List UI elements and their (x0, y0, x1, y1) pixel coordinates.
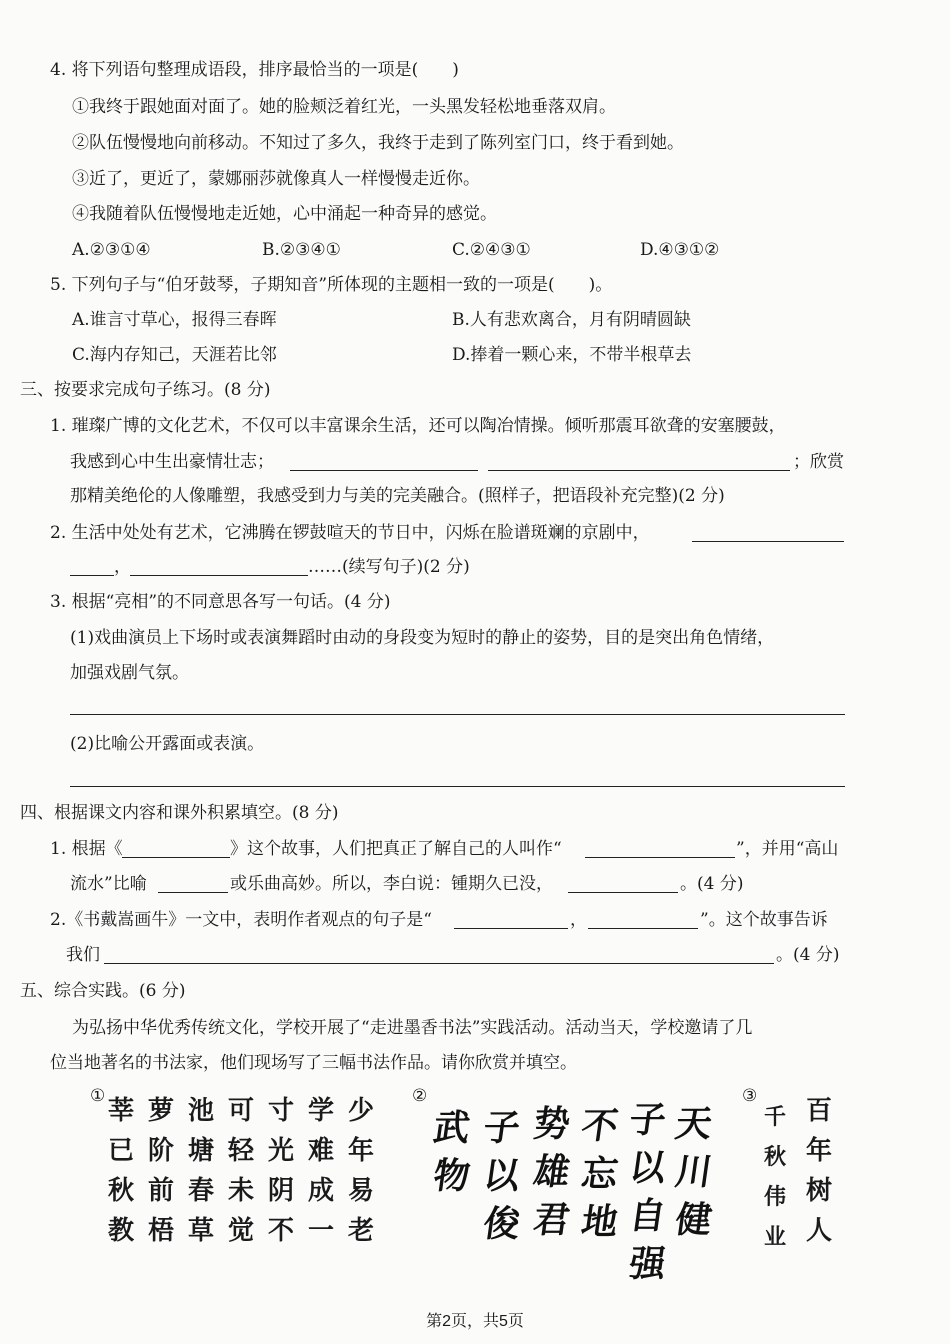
q4-sentence-3: ③近了，更近了，蒙娜丽莎就像真人一样慢慢走近你。 (72, 169, 480, 189)
work-3-char: 年 (806, 1136, 833, 1166)
sec3-q2-blank-3[interactable] (130, 575, 308, 576)
q4-sentence-4: ④我随着队伍慢慢地走近她，心中涌起一种奇异的感觉。 (72, 204, 497, 224)
sec3-q3-1a: (1)戏曲演员上下场时或表演舞蹈时由动的身段变为短时的静止的姿势，目的是突出角色情绪， (70, 628, 775, 648)
work-1-char: 春 (188, 1176, 215, 1206)
work-3-char: 千 (764, 1104, 787, 1130)
work-2-char: 君 (530, 1199, 573, 1241)
work-2-char: 忘 (578, 1153, 621, 1195)
work-1-char: 阶 (148, 1136, 175, 1166)
sec4-q2-blank-3[interactable] (104, 963, 774, 964)
sec5-paragraph-2: 位当地著名的书法家，他们现场写了三幅书法作品。请你欣赏并填空。 (50, 1053, 577, 1073)
q4-stem: 4. 将下列语句整理成语段，排序最恰当的一项是( ) (50, 60, 459, 80)
work-1-char: 年 (348, 1136, 375, 1166)
work-1-char: 可 (228, 1096, 255, 1126)
sec3-q2-comma: ， (114, 557, 131, 577)
sec4-q2-e: 。(4 分) (776, 945, 840, 965)
work-3-number: ③ (742, 1086, 758, 1106)
q4-option-d[interactable]: D.④③①② (640, 240, 720, 260)
work-2-char: 健 (672, 1199, 715, 1241)
work-2-char: 雄 (530, 1151, 573, 1193)
sec5-paragraph-1: 为弘扬中华优秀传统文化，学校开展了“走进墨香书法”实践活动。活动当天，学校邀请了几 (72, 1018, 753, 1038)
sec3-q1-line2b: ；欣赏 (793, 452, 844, 472)
sec4-q2-blank-1[interactable] (454, 928, 568, 929)
work-1-char: 前 (148, 1176, 175, 1206)
work-2-char: 川 (672, 1151, 715, 1193)
work-3-char: 树 (806, 1176, 833, 1206)
sec4-q1-blank-story[interactable] (122, 857, 230, 858)
q4-option-a[interactable]: A.②③①④ (72, 240, 151, 260)
sec3-q2-line2b: ……(续写句子)(2 分) (308, 557, 470, 577)
work-3-char: 伟 (764, 1184, 787, 1210)
sec4-q2-blank-2[interactable] (588, 928, 698, 929)
sec4-q1-c: ”，并用“高山 (736, 839, 839, 859)
work-1-char: 莘 (108, 1096, 135, 1126)
sec3-q2-line1: 2. 生活中处处有艺术，它沸腾在锣鼓喧天的节日中，闪烁在脸谱斑斓的京剧中， (50, 523, 650, 543)
work-1-char: 轻 (228, 1136, 255, 1166)
sec3-q3-answer-line-2[interactable] (70, 786, 845, 787)
sec3-q1-blank-1[interactable] (290, 470, 478, 471)
work-1-char: 光 (268, 1136, 295, 1166)
sec3-q3-answer-line-1[interactable] (70, 714, 845, 715)
q5-option-a[interactable]: A.谁言寸草心，报得三春晖 (72, 310, 277, 330)
work-1-char: 已 (108, 1136, 135, 1166)
page-footer: 第2页，共5页 (426, 1313, 524, 1330)
work-2-char: 武 (430, 1107, 473, 1149)
sec3-q3-stem: 3. 根据“亮相”的不同意思各写一句话。(4 分) (50, 592, 391, 612)
sec3-q1-blank-2[interactable] (488, 470, 790, 471)
sec4-q2-a: 2.《书戴嵩画牛》一文中，表明作者观点的句子是“ (50, 910, 432, 930)
q5-option-c[interactable]: C.海内存知己，天涯若比邻 (72, 345, 277, 365)
q4-option-c[interactable]: C.②④③① (452, 240, 531, 260)
work-3-char: 秋 (764, 1144, 787, 1170)
work-1-char: 梧 (148, 1216, 175, 1246)
sec4-q1-b: 》这个故事，人们把真正了解自己的人叫作“ (230, 839, 562, 859)
work-1-char: 易 (348, 1176, 375, 1206)
work-1-char: 塘 (188, 1136, 215, 1166)
work-1-number: ① (90, 1086, 106, 1106)
work-1-char: 秋 (108, 1176, 135, 1206)
work-3-char: 百 (806, 1096, 833, 1126)
sec4-q1-f: 。(4 分) (680, 874, 744, 894)
work-2-char: 物 (430, 1155, 473, 1197)
work-3-char: 人 (806, 1216, 833, 1246)
work-2-char: 不 (578, 1105, 621, 1147)
work-1-char: 萝 (148, 1096, 175, 1126)
work-2-number: ② (412, 1086, 428, 1106)
work-1-char: 池 (188, 1096, 215, 1126)
work-1-char: 学 (308, 1096, 335, 1126)
sec4-q1-e: 或乐曲高妙。所以，李白说：锺期久已没， (230, 874, 553, 894)
work-2-char: 俊 (480, 1203, 523, 1245)
sec3-q2-blank-1[interactable] (692, 541, 844, 542)
sec4-q2-b: ， (570, 910, 587, 930)
work-1-char: 一 (308, 1216, 335, 1246)
sec4-q1-d: 流水”比喻 (70, 874, 147, 894)
work-1-char: 难 (308, 1136, 335, 1166)
sec4-q1-blank-name[interactable] (585, 857, 735, 858)
q5-option-b[interactable]: B.人有悲欢离合，月有阴晴圆缺 (452, 310, 691, 330)
sec4-q1-blank-metaphor[interactable] (158, 892, 228, 893)
work-2-char: 自 (626, 1195, 669, 1237)
q4-sentence-1: ①我终于跟她面对面了。她的脸颊泛着红光，一头黑发轻松地垂落双肩。 (72, 97, 616, 117)
q4-option-b[interactable]: B.②③④① (262, 240, 341, 260)
work-1-char: 老 (348, 1216, 375, 1246)
work-2-char: 强 (626, 1243, 669, 1285)
q5-stem: 5. 下列句子与“伯牙鼓琴，子期知音”所体现的主题相一致的一项是( )。 (50, 275, 613, 295)
sec4-q2-c: ”。这个故事告诉 (700, 910, 828, 930)
work-1-char: 教 (108, 1216, 135, 1246)
work-2-char: 势 (530, 1103, 573, 1145)
work-2-char: 天 (672, 1103, 715, 1145)
sec3-q1-line2a: 我感到心中生出豪情壮志； (70, 452, 274, 472)
sec3-q3-1b: 加强戏剧气氛。 (70, 663, 189, 683)
section-4-title: 四、根据课文内容和课外积累填空。(8 分) (20, 803, 339, 823)
work-2-char: 以 (480, 1155, 523, 1197)
work-1-char: 成 (308, 1176, 335, 1206)
sec4-q1-blank-poem[interactable] (568, 892, 678, 893)
sec3-q2-blank-2[interactable] (70, 575, 114, 576)
work-1-char: 未 (228, 1176, 255, 1206)
work-2-char: 子 (480, 1107, 523, 1149)
work-1-char: 草 (188, 1216, 215, 1246)
sec4-q2-d: 我们 (66, 945, 100, 965)
sec3-q3-2: (2)比喻公开露面或表演。 (70, 734, 265, 754)
work-1-char: 少 (348, 1096, 375, 1126)
work-1-char: 阴 (268, 1176, 295, 1206)
sec4-q1-a: 1. 根据《 (50, 839, 123, 859)
work-2-char: 子 (626, 1099, 669, 1141)
work-1-char: 寸 (268, 1096, 295, 1126)
section-5-title: 五、综合实践。(6 分) (20, 981, 186, 1001)
q4-sentence-2: ②队伍慢慢地向前移动。不知过了多久，我终于走到了陈列室门口，终于看到她。 (72, 133, 684, 153)
work-2-char: 以 (626, 1147, 669, 1189)
sec3-q1-line3: 那精美绝伦的人像雕塑，我感受到力与美的完美融合。(照样子，把语段补充完整)(2 分) (70, 486, 725, 506)
work-1-char: 不 (268, 1216, 295, 1246)
work-1-char: 觉 (228, 1216, 255, 1246)
sec3-q1-line1: 1. 璀璨广博的文化艺术，不仅可以丰富课余生活，还可以陶冶情操。倾听那震耳欲聋的安塞腰鼓， (50, 416, 786, 436)
work-2-char: 地 (578, 1201, 621, 1243)
work-3-char: 业 (764, 1224, 787, 1250)
section-3-title: 三、按要求完成句子练习。(8 分) (20, 380, 271, 400)
q5-option-d[interactable]: D.捧着一颗心来，不带半根草去 (452, 345, 692, 365)
